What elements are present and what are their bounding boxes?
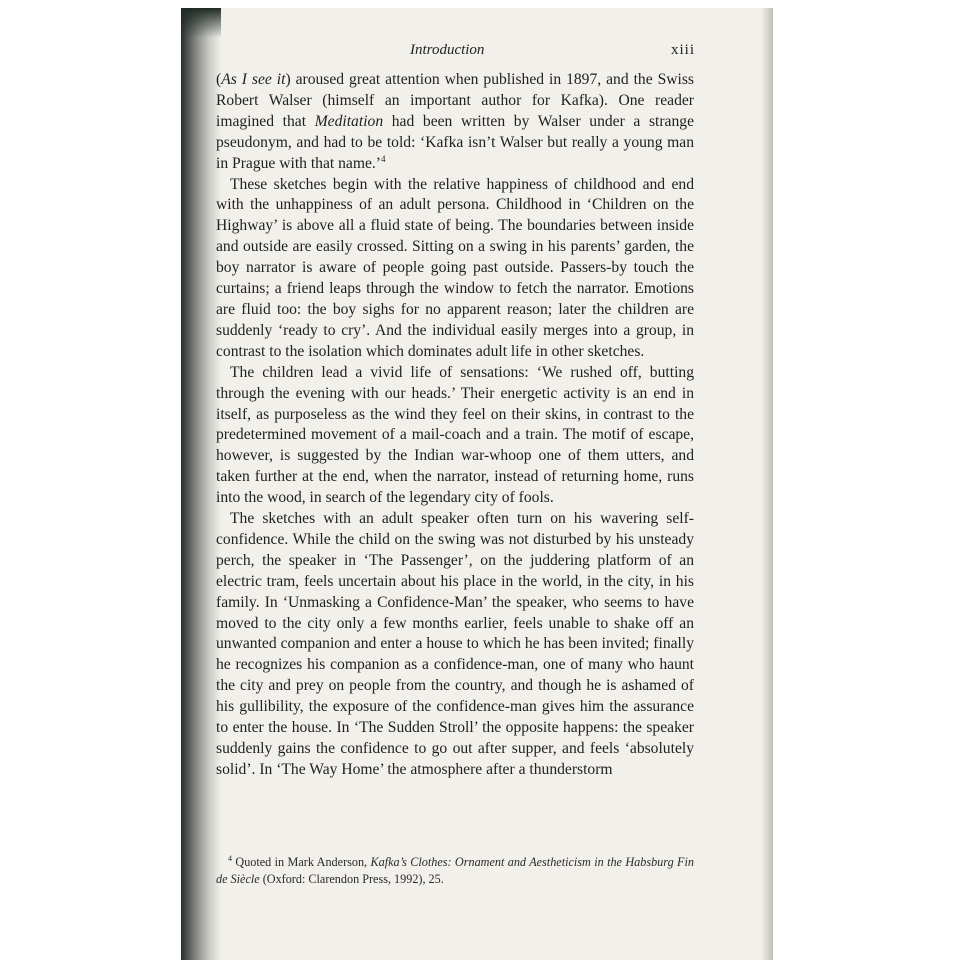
running-head-title: Introduction	[410, 42, 485, 58]
text-run: had been written by Walser under a strange pseudonym, and had to be told: ‘Kafka isn’t Walser but really a young man in Prague with that name.’	[216, 112, 694, 172]
body-text	[216, 70, 694, 781]
text-run: Quoted in Mark Anderson,	[232, 855, 371, 869]
italic-text: Kafka’s Clothes: Ornament and Aestheticism in the Habsburg Fin de Siècle	[216, 855, 694, 886]
paragraph	[216, 363, 694, 509]
page-number: xiii	[670, 42, 695, 58]
footnote-marker: 4	[228, 853, 232, 863]
text-run: ) aroused great attention when published in 1897, and the Swiss Robert Walser (himself an important author for Kafka). One reader imagined that	[216, 71, 695, 130]
text-run: These sketches begin with the relative happiness of childhood and end with the unhappiness of an adult persona. Childhood in ‘Children on the Highway’ is above all a fluid state of being. The boundaries between inside and outside are easily crossed. Sitting on a swing in his parents’ garden, the boy narrator is aware of people going past outside. Passers-by touch the curtains; a friend leaps through the window to fetch the narrator. Emotions are fluid too: the boy sighs for no apparent reason; later the children are suddenly ‘ready to cry’. And the individual easily merges into a group, in contrast to the isolation which dominates adult life in other sketches.	[216, 175, 694, 360]
running-head	[230, 42, 695, 62]
footnote-4	[216, 854, 694, 888]
text-run: (	[216, 71, 222, 88]
page-edge	[761, 8, 773, 960]
text-run: (Oxford: Clarendon Press, 1992), 25.	[259, 872, 444, 886]
paragraph	[216, 70, 694, 175]
italic-text: Meditation	[314, 112, 384, 130]
text-run: The sketches with an adult speaker often turn on his wavering self-confidence. While the child on the swing was not disturbed by his unsteady perch, the speaker in ‘The Passenger’, on the juddering platform of an electric tram, feels uncertain about his place in the world, in the city, in his family. In ‘Unmasking a Confidence-Man’ the speaker, who seems to have moved to the city only a few months earlier, feels unable to shake off an unwanted companion and enter a house to which he has been invited; finally he recognizes his companion as a confidence-man, one of many who haunt the city and prey on people from the country, and though he is ashamed of his gullibility, the exposure of the confidence-man gives him the assurance to enter the house. In ‘The Sudden Stroll’ the opposite happens: the speaker suddenly gains the confidence to go out after supper, and feels ‘absolutely solid’. In ‘The Way Home’ the atmosphere after a thunderstorm	[216, 510, 694, 778]
book-gutter-shadow	[181, 8, 221, 960]
footnotes	[216, 854, 694, 888]
paragraph	[216, 175, 694, 363]
paragraph	[216, 509, 694, 781]
text-run: The children lead a vivid life of sensations: ‘We rushed off, butting through the evening with our heads.’ Their energetic activity is an end in itself, as purposeless as the wind they feel on their skins, in contrast to the predetermined movement of a mail-coach and a train. The motif of escape, however, is suggested by the Indian war-whoop one of them utters, and taken further at the end, when the narrator, instead of returning home, runs into the wood, in search of the legendary city of fools.	[216, 363, 694, 507]
italic-text: As I see it	[221, 71, 286, 88]
footnote-marker: 4	[381, 153, 386, 164]
gutter-top-shadow	[181, 8, 221, 38]
